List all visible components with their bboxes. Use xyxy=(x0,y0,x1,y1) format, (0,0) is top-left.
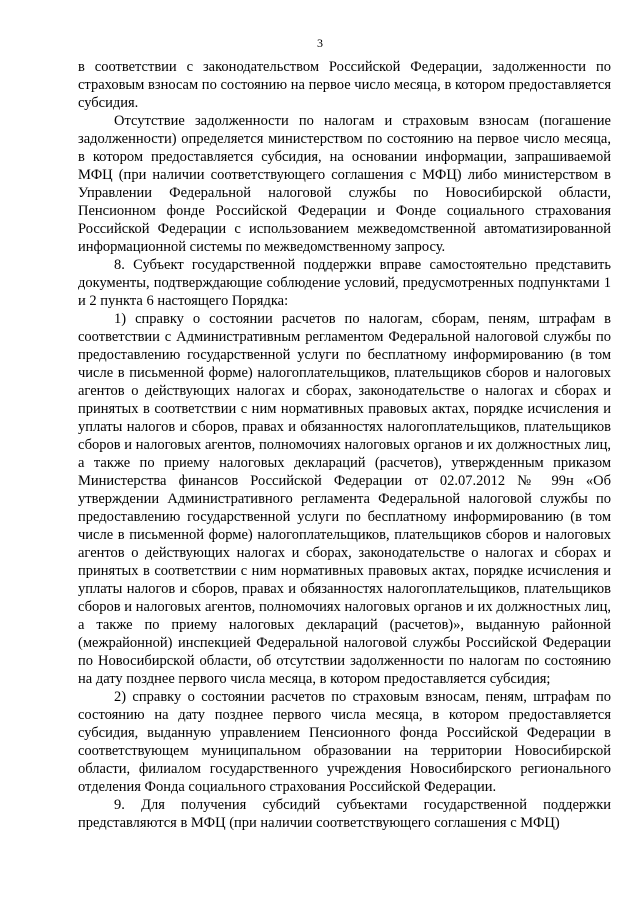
paragraph-subitem-2: 2) справку о состоянии расчетов по страховым взносам, пеням, штрафам по состоянию на дату позднее первого числа месяца, в котором предоставляется субсидия, выданную управлением Пенсионного фонда Российской Федерации в соответствующем муниципальном образовании на территории Новосибирской области, филиалом государственного учреждения Новосибирского регионального отделения Фонда социального страхования Российской Федерации. xyxy=(78,689,611,795)
paragraph-debt-absence: Отсутствие задолженности по налогам и страховым взносам (погашение задолженности) определяется министерством по состоянию на первое число месяца, в котором предоставляется субсидия, на основании информации, запрашиваемой МФЦ (при наличии соответствующего соглашения с МФЦ) либо министерством в Управлении Федеральной налоговой службы по Новосибирской области, Пенсионном фонде Российской Федерации и Фонде социального страхования Российской Федерации с использованием межведомственной автоматизированной информационной системы по межведомственному запросу. xyxy=(78,113,611,255)
page-number: 3 xyxy=(317,36,323,50)
paragraph-item-8: 8. Субъект государственной поддержки вправе самостоятельно представить документы, подтверждающие соблюдение условий, предусмотренных подпунктами 1 и 2 пункта 6 настоящего Порядка: xyxy=(78,257,611,309)
paragraph-subitem-1: 1) справку о состоянии расчетов по налогам, сборам, пеням, штрафам в соответствии с Административным регламентом Федеральной налоговой службы по предоставлению государственной услуги по бесплатному информированию (в том числе в письменной форме) налогоплательщиков, плательщиков сборов и налоговых агентов о действующих налогах и сборах, законодательстве о налогах и сборах и принятых в соответствии с ним нормативных правовых актах, порядке исчисления и уплаты налогов и сборов, правах и обязанностях налогоплательщиков, плательщиков сборов и налоговых агентов, полномочиях налоговых органов и их должностных лиц, а также по приему налоговых деклараций (расчетов), утвержденным приказом Министерства финансов Российской Федерации от 02.07.2012 № 99н «Об утверждении Административного регламента Федеральной налоговой службы по предоставлению государственной услуги по бесплатному информированию (в том числе в письменной форме) налогоплательщиков, плательщиков сборов и налоговых агентов о действующих налогах и сборах, законодательстве о налогах и сборах и принятых в соответствии с ним нормативных правовых актах, порядке исчисления и уплаты налогов и сборов, правах и обязанностях налогоплательщиков, плательщиков сборов и налоговых агентов, полномочиях налоговых органов и их должностных лиц, а также по приему налоговых деклараций (расчетов)», выданную районной (межрайонной) инспекцией Федеральной налоговой службы Российской Федерации по Новосибирской области, об отсутствии задолженности по налогам по состоянию на дату позднее первого числа месяца, в котором предоставляется субсидия; xyxy=(78,311,611,687)
paragraph-item-9: 9. Для получения субсидий субъектами государственной поддержки представляются в МФЦ (при наличии соответствующего соглашения с МФЦ) xyxy=(78,797,611,831)
document-body xyxy=(78,58,611,832)
paragraph-continuation: в соответствии с законодательством Российской Федерации, задолженности по страховым взносам по состоянию на первое число месяца, в котором предоставляется субсидия. xyxy=(78,59,611,111)
